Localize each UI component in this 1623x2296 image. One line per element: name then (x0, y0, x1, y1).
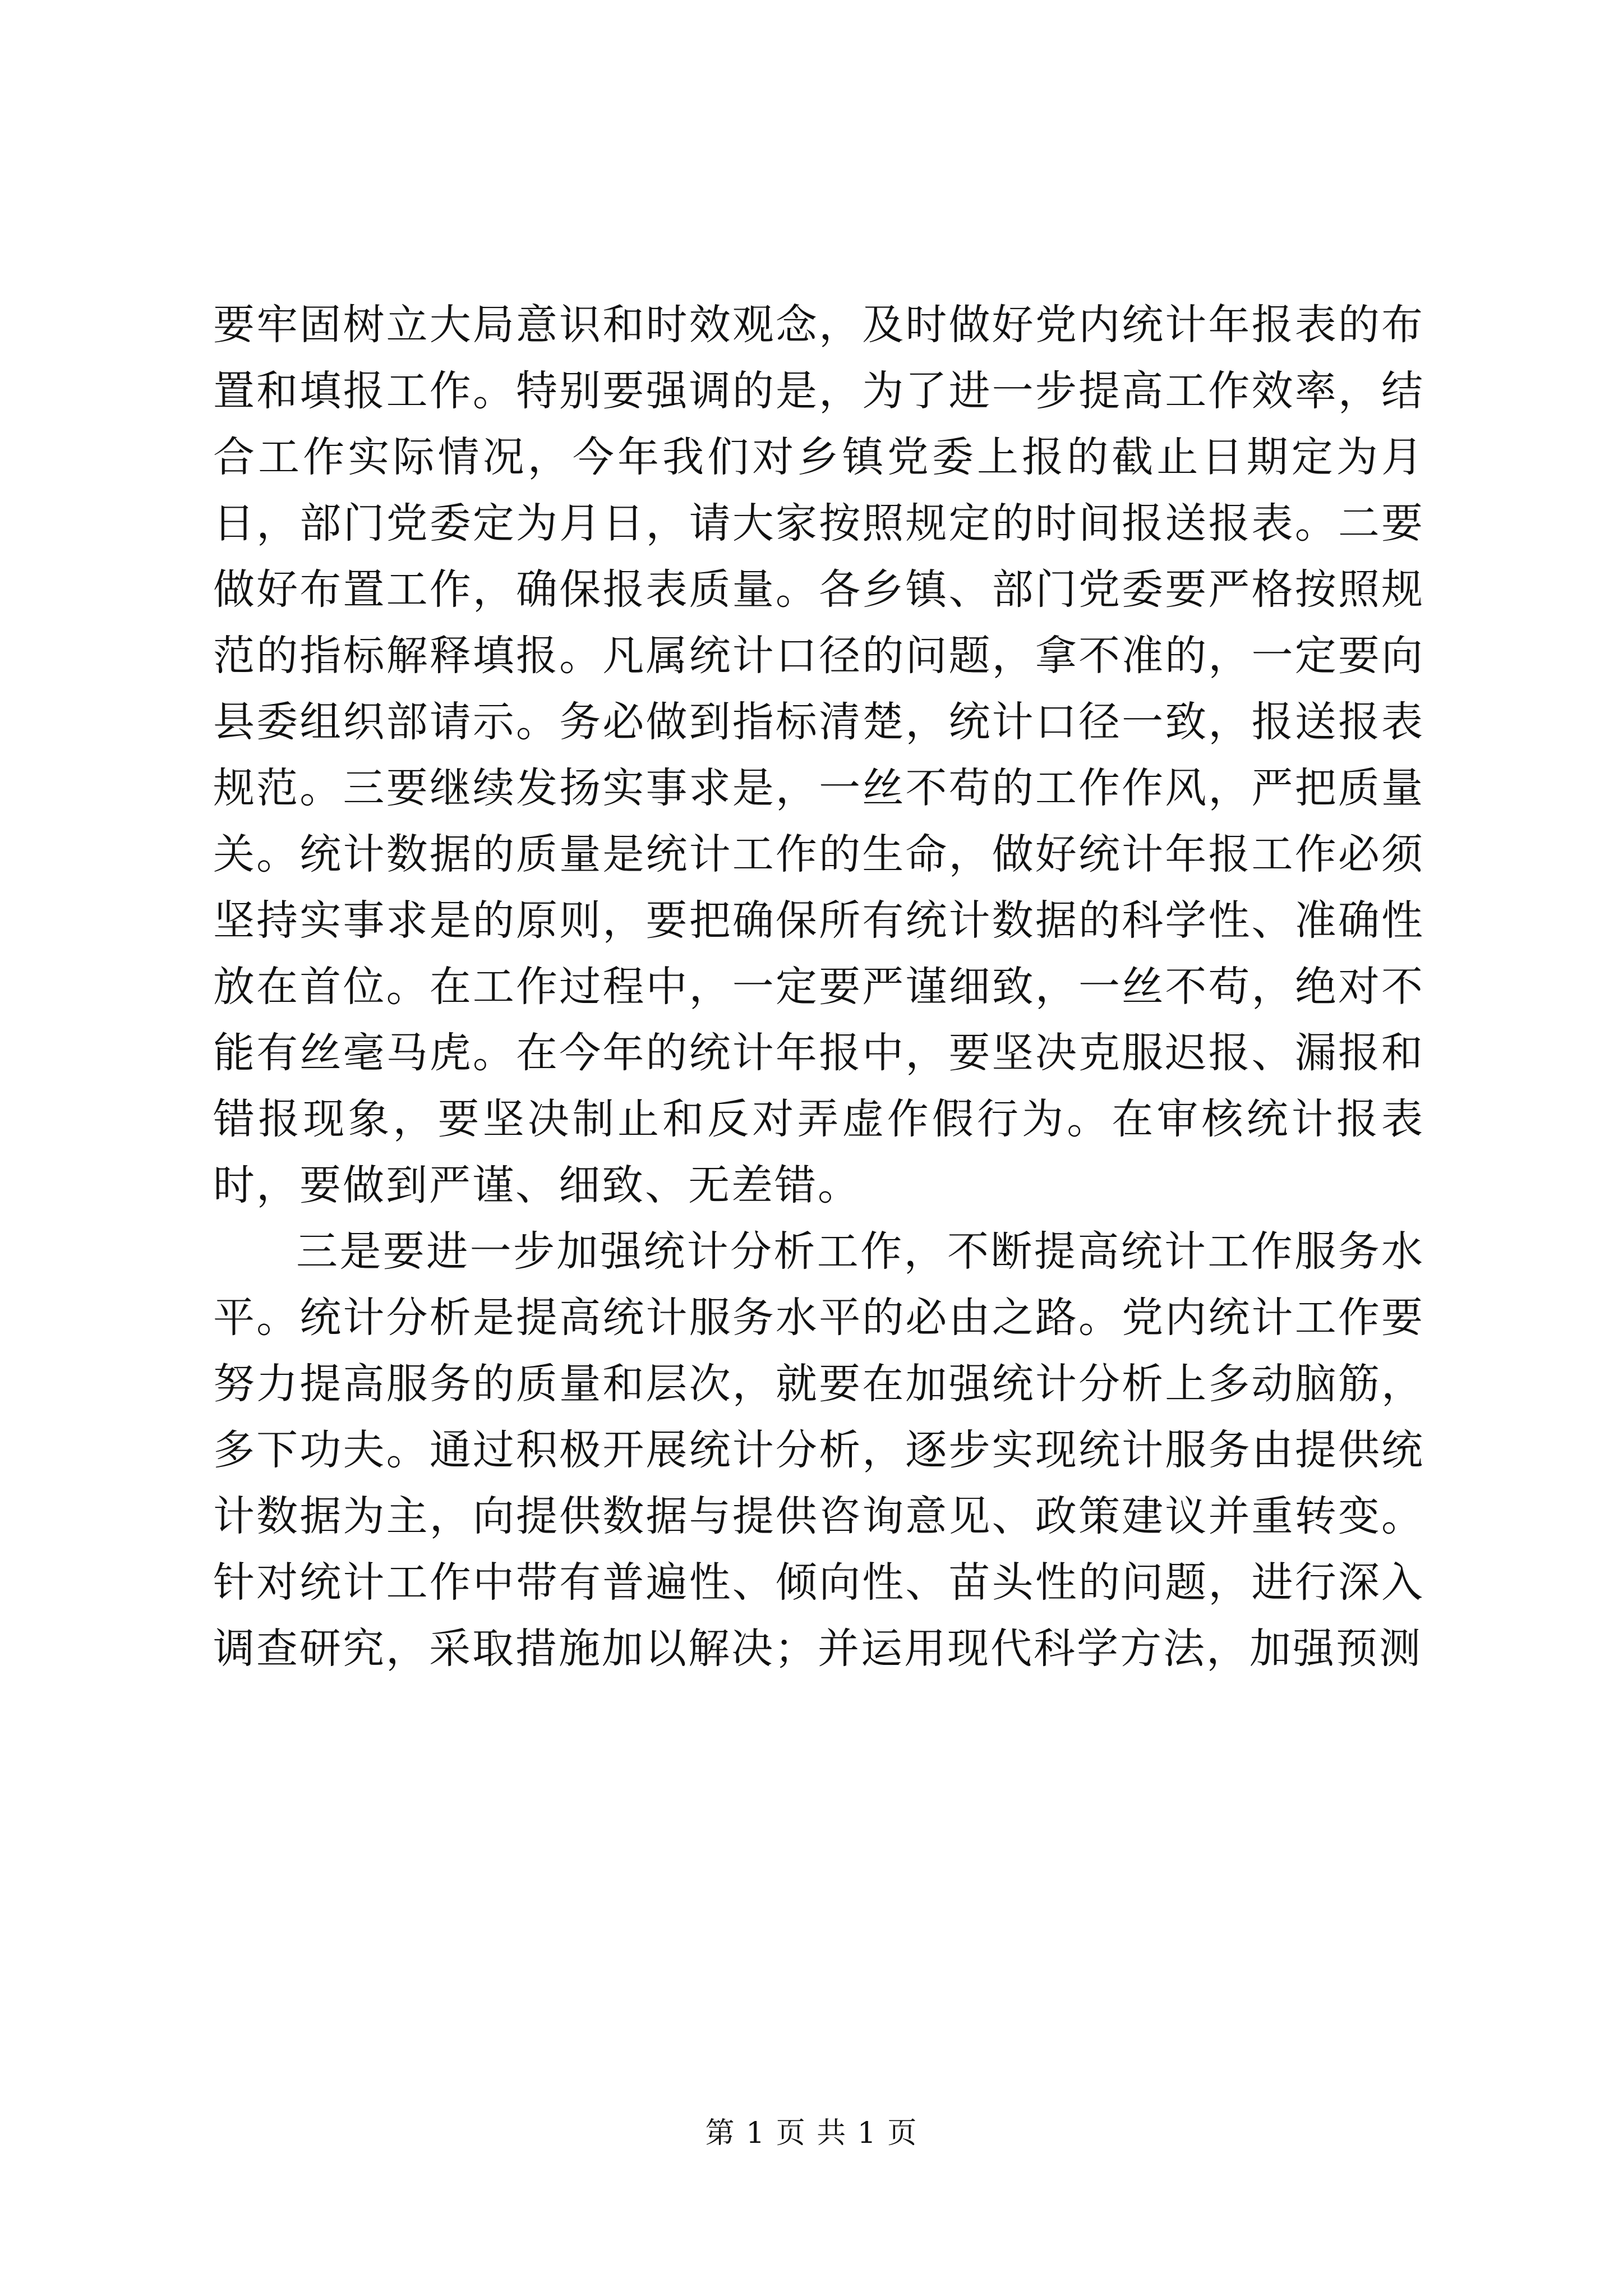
paragraph-continued: 要牢固树立大局意识和时效观念，及时做好党内统计年报表的布置和填报工作。特别要强调的是，为了进一步提高工作效率，结合工作实际情况，今年我们对乡镇党委上报的截止日期定为月日，部门党委定为月日，请大家按照规定的时间报送报表。二要做好布置工作，确保报表质量。各乡镇、部门党委要严格按照规范的指标解释填报。凡属统计口径的问题，拿不准的，一定要向县委组织部请示。务必做到指标清楚，统计口径一致，报送报表规范。三要继续发扬实事求是，一丝不苟的工作作风，严把质量关。统计数据的质量是统计工作的生命，做好统计年报工作必须坚持实事求是的原则，要把确保所有统计数据的科学性、准确性放在首位。在工作过程中，一定要严谨细致，一丝不苟，绝对不能有丝毫马虎。在今年的统计年报中，要坚决克服迟报、漏报和错报现象，要坚决制止和反对弄虚作假行为。在审核统计报表时，要做到严谨、细致、无差错。 (213, 301, 1424, 1209)
page-number-footer: 第 1 页 共 1 页 (705, 2116, 918, 2150)
document-body (213, 292, 1424, 1682)
paragraph-statistical-analysis: 三是要进一步加强统计分析工作，不断提高统计工作服务水平。统计分析是提高统计服务水平的必由之路。党内统计工作要努力提高服务的质量和层次，就要在加强统计分析上多动脑筋，多下功夫。通过积极开展统计分析，逐步实现统计服务由提供统计数据为主，向提供数据与提供咨询意见、政策建议并重转变。针对统计工作中带有普遍性、倾向性、苗头性的问题，进行深入调查研究，采取措施加以解决；并运用现代科学方法，加强预测 (213, 1227, 1424, 1673)
